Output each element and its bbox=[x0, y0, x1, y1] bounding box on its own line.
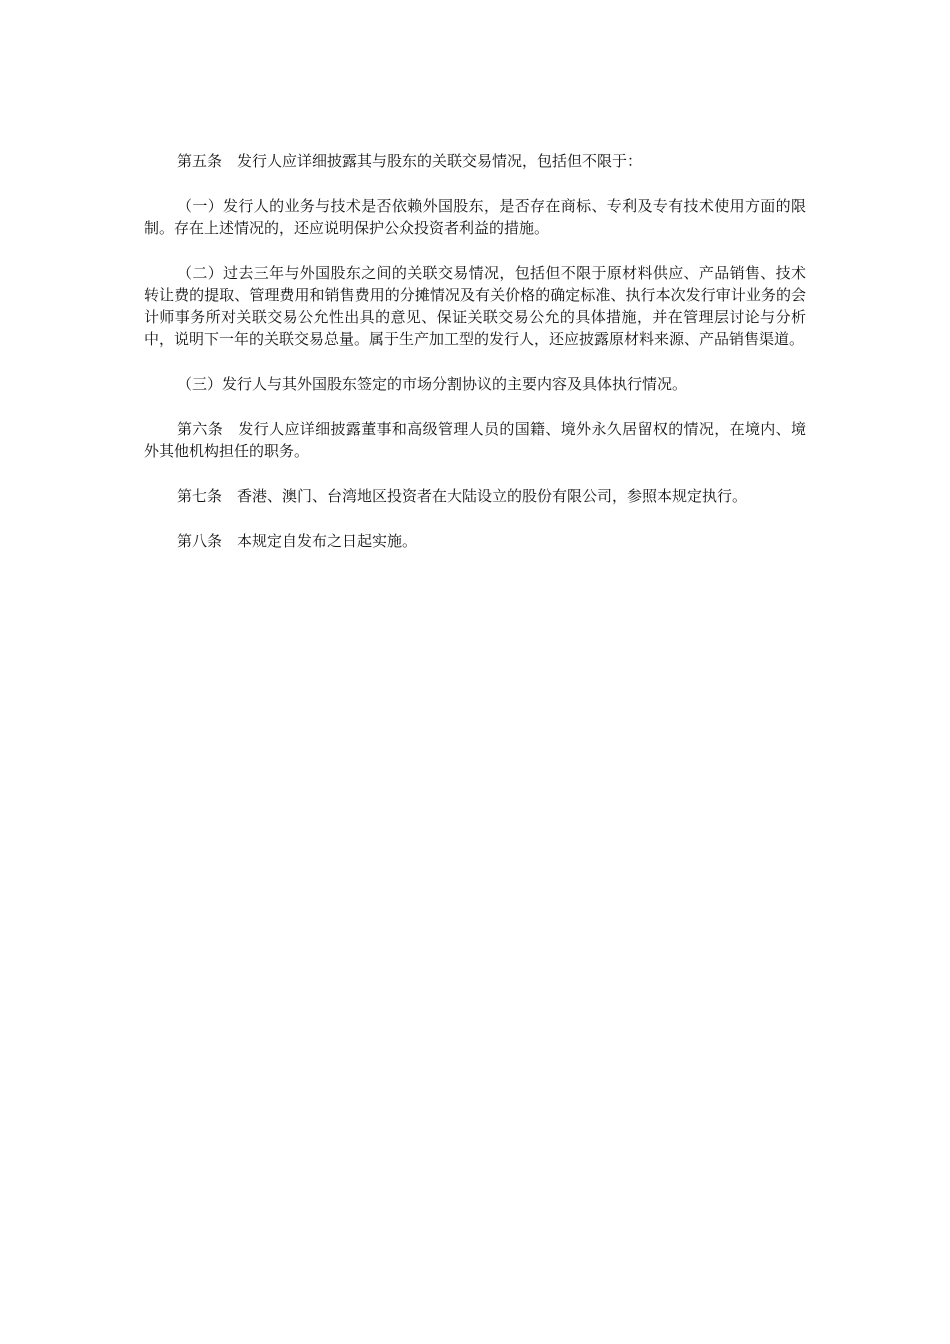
article-5-paragraph: 第五条 发行人应详细披露其与股东的关联交易情况，包括但不限于： bbox=[177, 152, 643, 170]
article-5-item-2: （二）过去三年与外国股东之间的关联交易情况，包括但不限于原材料供应、产品销售、技术转让费的提取、管理费用和销售费用的分摊情况及有关价格的确定标准、执行本次发行审计业务的会计师事务所对关联交易公允性出具的意见、保证关联交易公允的具体措施，并在管理层讨论与分析中，说明下一年的关联交易总量。属于生产加工型的发行人，还应披露原材料来源、产品销售渠道。 bbox=[144, 264, 806, 348]
article-6-paragraph: 第六条 发行人应详细披露董事和高级管理人员的国籍、境外永久居留权的情况，在境内、境外其他机构担任的职务。 bbox=[144, 420, 806, 460]
article-5-item-3: （三）发行人与其外国股东签定的市场分割协议的主要内容及具体执行情况。 bbox=[177, 375, 688, 393]
document-body bbox=[144, 150, 806, 575]
article-8-paragraph: 第八条 本规定自发布之日起实施。 bbox=[177, 532, 418, 550]
article-5-item-1: （一）发行人的业务与技术是否依赖外国股东，是否存在商标、专利及专有技术使用方面的限制。存在上述情况的，还应说明保护公众投资者利益的措施。 bbox=[144, 197, 806, 237]
article-7-paragraph: 第七条 香港、澳门、台湾地区投资者在大陆设立的股份有限公司，参照本规定执行。 bbox=[177, 487, 748, 505]
